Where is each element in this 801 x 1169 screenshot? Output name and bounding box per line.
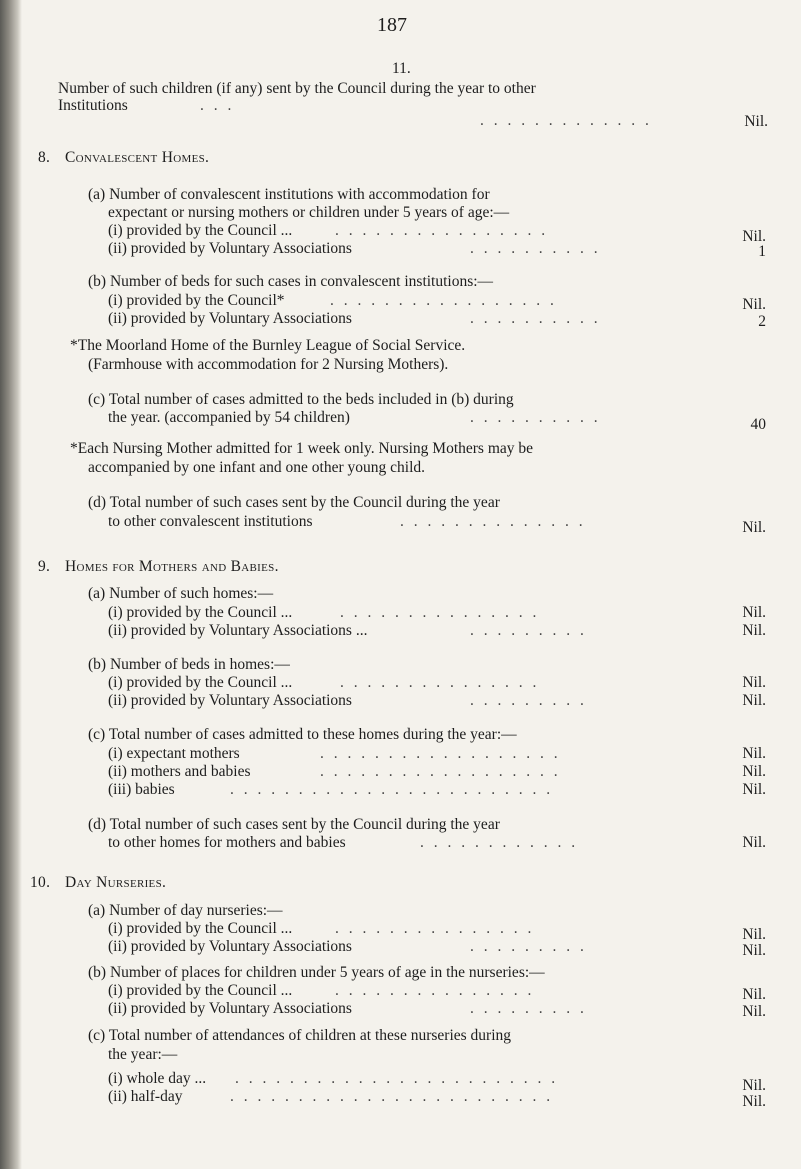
s8-b-i: (i) provided by the Council* [108,292,285,309]
s10-b-line1: (b) Number of places for children under 5 years of age in the nurseries:— [88,964,545,981]
leader-dots: . . . . . . . . . . [470,240,601,257]
leader-dots: . . . . . . . . . . . . . . . [335,982,535,999]
s8-a-ii-value: 1 [758,243,766,260]
s10-a-ii-value: Nil. [742,942,766,959]
leader-dots: . . . . . . . . . . . . . . [400,513,586,530]
s10-b-ii: (ii) provided by Voluntary Associations [108,1000,352,1017]
leader-dots: . . . . . . . . . . . . [420,834,579,851]
s8-footnote-2-line1: *Each Nursing Mother admitted for 1 week only. Nursing Mothers may be [70,440,534,457]
section-9-number: 9. [38,558,51,575]
s8-footnote-1-line2: (Farmhouse with accommodation for 2 Nursing Mothers). [88,356,449,373]
item-11-value: Nil. [744,113,768,130]
section-9-title: Homes for Mothers and Babies. [65,558,279,575]
s10-a-i: (i) provided by the Council ... [108,920,293,937]
section-10-number: 10. [30,874,51,891]
s8-a-i: (i) provided by the Council ... [108,222,293,239]
s9-b-i-value: Nil. [742,674,766,691]
leader-dots: . . . . . . . . . . . . . . . . . . . . . . . . [235,1070,559,1087]
s9-d-line2: to other homes for mothers and babies [108,834,346,851]
s9-c-line1: (c) Total number of cases admitted to these homes during the year:— [88,726,517,743]
s9-b-line1: (b) Number of beds in homes:— [88,656,290,673]
s9-c-ii-value: Nil. [742,763,766,780]
s10-c-i: (i) whole day ... [108,1070,207,1087]
s9-b-ii-value: Nil. [742,692,766,709]
s10-c-line1: (c) Total number of attendances of children at these nurseries during [88,1027,512,1044]
s9-c-iii: (iii) babies [108,781,175,798]
s8-c-value: 40 [750,416,766,433]
leader-dots: . . . . . . . . . . . . . . . . . . [320,763,561,780]
item-11-line1: Number of such children (if any) sent by the Council during the year to other [58,80,536,97]
leader-dots: . . . . . . . . . . . . . . . . . . . . . . . . [230,781,554,798]
s8-footnote-2-line2: accompanied by one infant and one other young child. [88,459,426,476]
s9-c-ii: (ii) mothers and babies [108,763,251,780]
s8-d-value: Nil. [742,519,766,536]
leader-dots: . . . [200,97,235,114]
s9-c-iii-value: Nil. [742,781,766,798]
leader-dots: . . . . . . . . . [470,692,587,709]
s9-b-i: (i) provided by the Council ... [108,674,293,691]
s10-b-i-value: Nil. [742,986,766,1003]
leader-dots: . . . . . . . . . . . . . . . . . . . . . . . . [230,1088,554,1105]
s8-b-ii-value: 2 [758,313,766,330]
section-10-title: Day Nurseries. [65,874,167,891]
s8-d-line2: to other convalescent institutions [108,513,313,530]
leader-dots: . . . . . . . . . [470,938,587,955]
s10-a-i-value: Nil. [742,926,766,943]
s8-c-line1: (c) Total number of cases admitted to the beds included in (b) during [88,391,514,408]
leader-dots: . . . . . . . . . . . . . . . . [335,222,549,239]
s10-c-ii: (ii) half-day [108,1088,183,1105]
s10-c-line2: the year:— [108,1046,178,1063]
s10-c-ii-value: Nil. [742,1093,766,1110]
s8-footnote-1-line1: *The Moorland Home of the Burnley League of Social Service. [70,337,466,354]
leader-dots: . . . . . . . . . . [470,409,601,426]
s10-a-line1: (a) Number of day nurseries:— [88,902,283,919]
leader-dots: . . . . . . . . . [470,622,587,639]
s8-b-ii: (ii) provided by Voluntary Associations [108,310,352,327]
leader-dots: . . . . . . . . . . . . . . . . . [330,292,557,309]
s9-a-i: (i) provided by the Council ... [108,604,293,621]
leader-dots: . . . . . . . . . . . . . . . [335,920,535,937]
s8-a-line1: (a) Number of convalescent institutions with accommodation for [88,186,490,203]
s9-a-line1: (a) Number of such homes:— [88,585,274,602]
s8-a-line2: expectant or nursing mothers or children under 5 years of age:— [108,204,510,221]
s9-b-ii: (ii) provided by Voluntary Associations [108,692,352,709]
s8-d-line1: (d) Total number of such cases sent by the Council during the year [88,494,500,511]
leader-dots: . . . . . . . . . [470,1000,587,1017]
s9-c-i-value: Nil. [742,745,766,762]
s8-b-line1: (b) Number of beds for such cases in convalescent institutions:— [88,273,494,290]
s10-a-ii: (ii) provided by Voluntary Associations [108,938,352,955]
s10-c-i-value: Nil. [742,1077,766,1094]
leader-dots: . . . . . . . . . . . . . [480,112,652,129]
s9-a-ii-value: Nil. [742,622,766,639]
section-8-title: Convalescent Homes. [65,149,210,166]
leader-dots: . . . . . . . . . . . . . . . . . . [320,745,561,762]
s8-c-line2: the year. (accompanied by 54 children) [108,409,350,426]
s9-d-value: Nil. [742,834,766,851]
leader-dots: . . . . . . . . . . . . . . . [340,674,540,691]
page-number: 187 [377,14,407,36]
s9-c-i: (i) expectant mothers [108,745,240,762]
leader-dots: . . . . . . . . . . [470,310,601,327]
section-8-number: 8. [38,149,51,166]
item-11-line2: Institutions [58,97,128,114]
s8-a-ii: (ii) provided by Voluntary Associations [108,240,352,257]
s10-b-i: (i) provided by the Council ... [108,982,293,999]
s8-a-i-value: Nil. [742,228,766,245]
s9-a-i-value: Nil. [742,604,766,621]
leader-dots: . . . . . . . . . . . . . . . [340,604,540,621]
item-11-label: 11. [392,60,411,77]
s9-a-ii: (ii) provided by Voluntary Associations ... [108,622,368,639]
s10-b-ii-value: Nil. [742,1003,766,1020]
s9-d-line1: (d) Total number of such cases sent by the Council during the year [88,816,500,833]
s8-b-i-value: Nil. [742,296,766,313]
